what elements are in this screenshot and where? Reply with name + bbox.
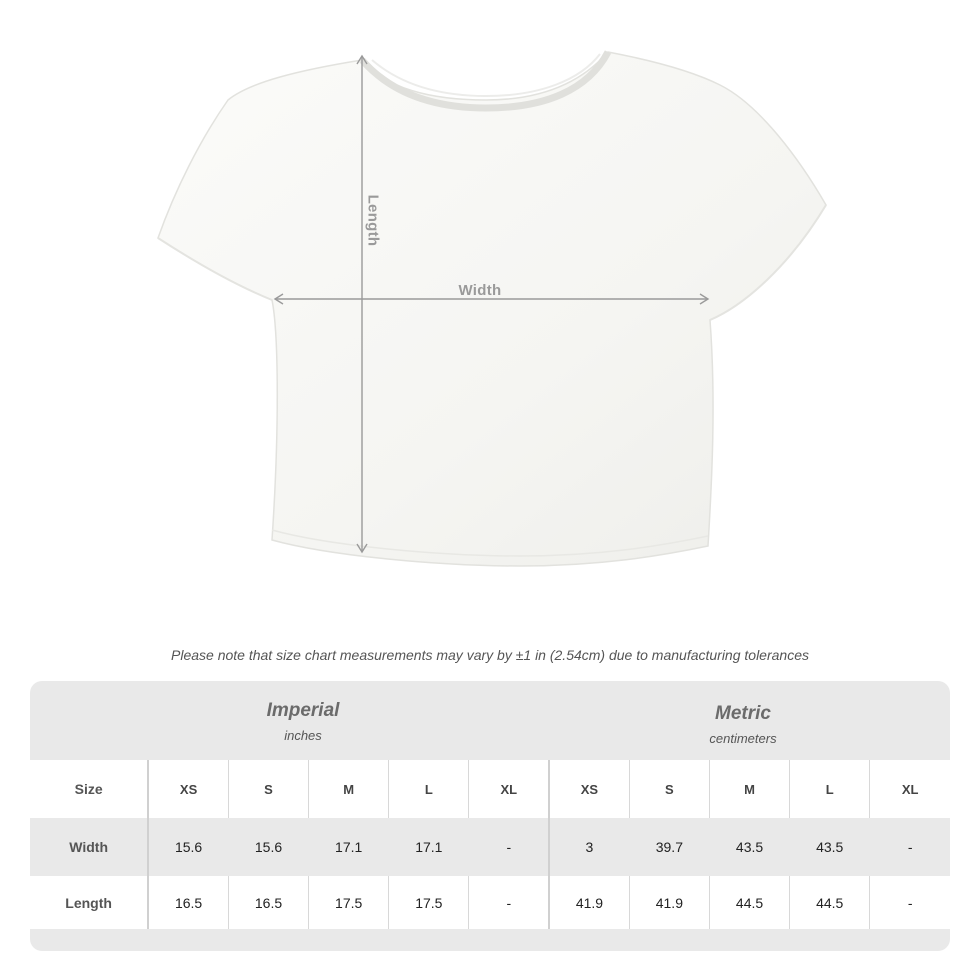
- length-metric-value: 44.5: [709, 876, 789, 929]
- width-metric-value: 43.5: [790, 818, 870, 876]
- t-shirt-body: [158, 52, 826, 566]
- width-metric-value: -: [870, 818, 950, 876]
- length-imperial-value: 17.5: [389, 876, 469, 929]
- size-row-label: Size: [30, 760, 148, 818]
- tolerance-note: Please note that size chart measurements may vary by ±1 in (2.54cm) due to manufacturing tolerances: [171, 647, 809, 663]
- metric-size-header: XL: [870, 760, 950, 818]
- length-imperial-value: 17.5: [309, 876, 389, 929]
- width-metric-value: 3: [549, 818, 629, 876]
- imperial-size-header: XS: [148, 760, 228, 818]
- size-header-row: [30, 760, 950, 818]
- width-imperial-value: -: [469, 818, 549, 876]
- metric-title: Metric: [715, 703, 771, 724]
- length-imperial-value: 16.5: [148, 876, 228, 929]
- length-row: [30, 876, 950, 929]
- length-metric-value: -: [870, 876, 950, 929]
- metric-unit: centimeters: [709, 731, 777, 746]
- imperial-size-header: XL: [469, 760, 549, 818]
- length-imperial-value: 16.5: [228, 876, 308, 929]
- width-imperial-value: 17.1: [389, 818, 469, 876]
- metric-size-header: S: [629, 760, 709, 818]
- width-row-label: Width: [30, 818, 148, 876]
- imperial-size-header: L: [389, 760, 469, 818]
- imperial-title: Imperial: [266, 700, 340, 721]
- length-metric-value: 41.9: [549, 876, 629, 929]
- metric-size-header: M: [709, 760, 789, 818]
- width-imperial-value: 15.6: [228, 818, 308, 876]
- width-measure-label: Width: [458, 282, 502, 299]
- width-metric-value: 43.5: [709, 818, 789, 876]
- size-table: [30, 760, 950, 929]
- length-imperial-value: -: [469, 876, 549, 929]
- length-row-label: Length: [30, 876, 148, 929]
- imperial-size-header: M: [309, 760, 389, 818]
- size-chart: [30, 681, 950, 951]
- metric-size-header: L: [790, 760, 870, 818]
- imperial-size-header: S: [228, 760, 308, 818]
- imperial-unit: inches: [284, 728, 322, 743]
- width-imperial-value: 17.1: [309, 818, 389, 876]
- metric-header: [548, 681, 938, 759]
- width-metric-value: 39.7: [629, 818, 709, 876]
- length-measure-label: Length: [364, 194, 382, 247]
- length-metric-value: 41.9: [629, 876, 709, 929]
- length-metric-value: 44.5: [790, 876, 870, 929]
- width-row: [30, 818, 950, 876]
- width-imperial-value: 15.6: [148, 818, 228, 876]
- imperial-header: [148, 681, 458, 759]
- metric-size-header: XS: [549, 760, 629, 818]
